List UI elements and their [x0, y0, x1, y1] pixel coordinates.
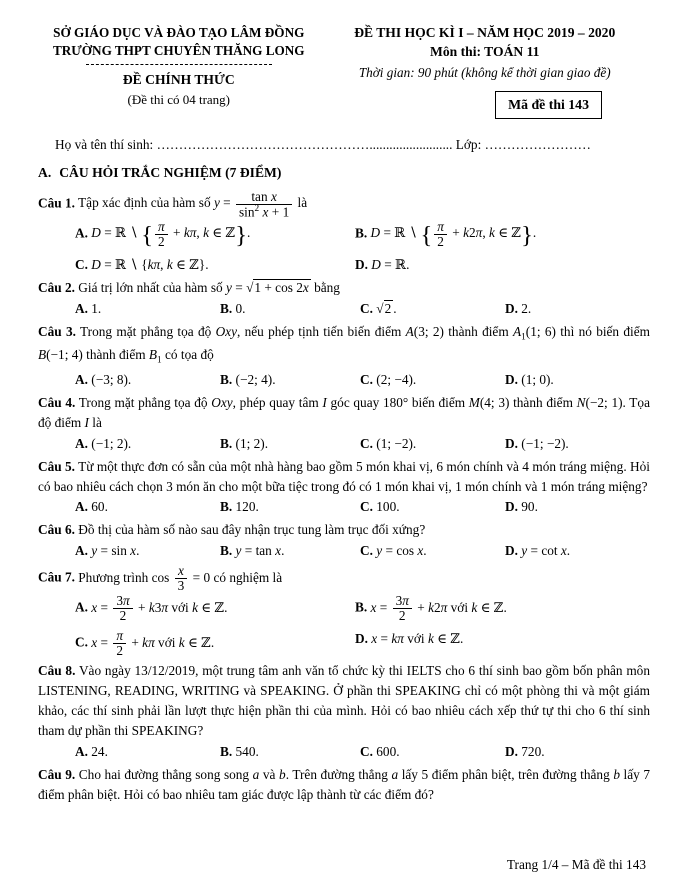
question-text-line [38, 322, 650, 369]
official-exam-label: ĐỀ CHÍNH THỨC [122, 71, 235, 87]
header-left-block [38, 24, 320, 119]
answer-option [75, 497, 220, 517]
option-label: C. [75, 634, 88, 650]
option-label: D. [505, 543, 518, 559]
option-text: 1. [91, 300, 102, 316]
section-letter: A. [38, 165, 52, 181]
option-text: 24. [91, 743, 108, 759]
question-text-line [38, 190, 650, 219]
answer-option [220, 299, 360, 319]
question-number: Câu 4. [38, 394, 76, 410]
option-text: D = ℝ. [371, 256, 410, 272]
question-options [38, 434, 650, 454]
option-label: D. [505, 371, 518, 387]
option-label: A. [75, 543, 88, 559]
answer-option [360, 497, 505, 517]
option-label: C. [360, 743, 373, 759]
question-number: Câu 2. [38, 279, 75, 295]
header-separator-line [86, 63, 272, 65]
exam-subject: Môn thi: TOÁN 11 [430, 44, 540, 60]
option-text: D = ℝ ∖ {kπ, k ∈ ℤ}. [91, 256, 209, 272]
question-number: Câu 8. [38, 663, 76, 678]
answer-option [75, 541, 220, 561]
option-label: C. [360, 543, 373, 559]
question-number: Câu 7. [38, 569, 75, 585]
option-text: x = $\frac{3\pi}{2}$ + k2π với k ∈ ℤ. [370, 593, 507, 624]
question-text-line [38, 520, 650, 540]
option-label: B. [220, 743, 233, 759]
page-footer: Trang 1/4 – Mã đề thi 143 [506, 857, 646, 873]
question-options [38, 497, 650, 517]
option-text: (1; 2). [235, 435, 269, 451]
question-options [38, 220, 650, 275]
option-label: C. [75, 256, 88, 272]
question-text: Từ một thực đơn có sẵn của một nhà hàng bao gồm 5 món khai vị, 6 món chính và 4 món tráng miệng. Hỏi có bao nhiêu cách chọn 3 món ăn cho một bữa tiệc trong đó có 1 món khai vị, 1 món chính và 1 món tráng miệng? [38, 458, 650, 494]
student-class-label: Lớp: [452, 137, 482, 153]
answer-option [505, 299, 650, 319]
option-label: B. [220, 371, 233, 387]
option-text: y = cos x. [376, 543, 427, 559]
option-label: A. [75, 599, 88, 615]
option-text: D = ℝ ∖ { $\frac{\pi}{2}$ + kπ, k ∈ ℤ}. [91, 218, 251, 249]
question-text: Đồ thị của hàm số nào sau đây nhận trục tung làm trục đối xứng? [78, 522, 426, 538]
question-number: Câu 6. [38, 522, 75, 538]
answer-option [360, 370, 505, 390]
option-label: D. [355, 631, 368, 647]
exam-code-box: Mã đề thi 143 [495, 91, 602, 120]
answer-option [75, 594, 355, 623]
option-label: D. [355, 256, 368, 272]
option-text: 60. [91, 499, 108, 515]
option-label: A. [75, 300, 88, 316]
student-class-fill: …………………… [481, 137, 591, 153]
question-text: Giá trị lớn nhất của hàm số y = √1 + cos 2x bằng [78, 279, 340, 295]
option-label: D. [505, 435, 518, 451]
option-label: A. [75, 743, 88, 759]
question [38, 322, 650, 390]
option-label: B. [220, 435, 233, 451]
option-text: √2 . [376, 300, 397, 316]
answer-option [75, 370, 220, 390]
option-text: (2; −4). [376, 371, 417, 387]
option-text: (−2; 4). [235, 371, 276, 387]
question-text: Vào ngày 13/12/2019, một trung tâm anh văn tổ chức kỳ thi IELTS cho 6 thí sinh bao gồm bốn phân môn LISTENING, READING, WRITING và SPEAKING. Ở phần thi SPEAKING chỉ có một phòng thi và một giám khảo, các thí sinh phải lần lượt thực hiện phần thi của mình. Hỏi có bao nhiêu cách xếp thứ tự thi cho 6 thí sinh tham dự phần thi SPEAKING? [38, 663, 650, 738]
exam-header [38, 24, 650, 119]
option-text: y = tan x. [235, 543, 285, 559]
option-text: x = $\frac{\pi}{2}$ + kπ với k ∈ ℤ. [91, 628, 215, 659]
question-text: Cho hai đường thẳng song song a và b. Trên đường thẳng a lấy 5 điểm phân biệt, trên đường thẳng b lấy 7 điểm phân biệt. Hỏi có bao nhiêu tam giác được lập thành từ các điểm đó? [38, 766, 651, 802]
question [38, 190, 650, 275]
option-text: x = kπ với k ∈ ℤ. [371, 631, 464, 647]
student-name-label: Họ và tên thí sinh: [55, 137, 154, 153]
option-text: (1; −2). [376, 435, 417, 451]
answer-option [505, 370, 650, 390]
question-number: Câu 5. [38, 458, 76, 474]
section-a-title [38, 163, 650, 183]
student-info-line [38, 135, 650, 155]
answer-option [220, 434, 360, 454]
answer-option [505, 541, 650, 561]
answer-option [75, 299, 220, 319]
question-options [38, 299, 650, 319]
answer-option [355, 220, 650, 249]
question-number: Câu 9. [38, 766, 76, 782]
option-label: A. [75, 371, 88, 387]
question [38, 564, 650, 658]
option-text: (−3; 8). [91, 371, 132, 387]
school-name: TRƯỜNG THPT CHUYÊN THĂNG LONG [52, 42, 305, 58]
option-label: D. [505, 743, 518, 759]
question-options [38, 370, 650, 390]
question-text-line [38, 564, 650, 593]
exam-code-wrap [320, 91, 650, 120]
option-label: C. [360, 499, 373, 515]
answer-option [505, 497, 650, 517]
answer-option [75, 220, 355, 249]
option-label: B. [220, 300, 233, 316]
option-label: B. [220, 543, 233, 559]
option-label: A. [75, 435, 88, 451]
exam-duration: Thời gian: 90 phút (không kể thời gian giao đề) [358, 64, 611, 80]
question-options [38, 742, 650, 762]
answer-option [360, 541, 505, 561]
option-text: D = ℝ ∖ { $\frac{\pi}{2}$ + k2π, k ∈ ℤ}. [370, 218, 537, 249]
option-text: 720. [521, 743, 545, 759]
option-text: 100. [376, 499, 400, 515]
question-text-line [38, 278, 650, 298]
question-number: Câu 1. [38, 195, 75, 211]
answer-option [220, 541, 360, 561]
answer-option [505, 742, 650, 762]
question [38, 765, 650, 805]
question-text-line [38, 661, 650, 741]
answer-option [355, 629, 650, 658]
section-title-text: CÂU HỎI TRẮC NGHIỆM (7 ĐIỂM) [59, 165, 282, 181]
question-text-line [38, 393, 650, 433]
option-text: 120. [235, 499, 259, 515]
question-text-line [38, 457, 650, 497]
question [38, 661, 650, 762]
answer-option [360, 434, 505, 454]
answer-option [360, 299, 505, 319]
option-label: A. [75, 225, 88, 241]
question-options [38, 594, 650, 658]
header-right-block [320, 24, 650, 119]
option-label: C. [360, 300, 373, 316]
option-text: y = sin x. [91, 543, 140, 559]
question-options [38, 541, 650, 561]
answer-option [220, 370, 360, 390]
option-text: (−1; −2). [521, 435, 569, 451]
option-text: 600. [376, 743, 400, 759]
option-label: B. [220, 499, 233, 515]
option-text: 2. [521, 300, 532, 316]
question-text: Trong mặt phẳng tọa độ Oxy, phép quay tâm I góc quay 180° biến điểm M(4; 3) thành điểm N(−2; 1). Tọa độ điểm I là [38, 394, 650, 430]
option-text: (1; 0). [521, 371, 554, 387]
option-text: 540. [235, 743, 259, 759]
option-text: 0. [235, 300, 246, 316]
option-label: C. [360, 435, 373, 451]
answer-option [355, 255, 650, 275]
answer-option [75, 255, 355, 275]
option-label: D. [505, 499, 518, 515]
option-label: B. [355, 225, 368, 241]
questions-list [38, 190, 650, 808]
answer-option [220, 497, 360, 517]
answer-option [75, 629, 355, 658]
question [38, 393, 650, 454]
option-label: C. [360, 371, 373, 387]
department-name: SỞ GIÁO DỤC VÀ ĐÀO TẠO LÂM ĐỒNG [53, 25, 305, 40]
question-number: Câu 3. [38, 323, 76, 339]
question-text: Trong mặt phẳng tọa độ Oxy, nếu phép tịnh tiến biến điểm A(3; 2) thành điểm $A_1(1$; 6) thì nó biến điểm B(−1; 4) thành điểm $B_1$ có tọa độ [38, 323, 650, 366]
answer-option [220, 742, 360, 762]
question [38, 457, 650, 518]
answer-option [505, 434, 650, 454]
answer-option [355, 594, 650, 623]
option-label: A. [75, 499, 88, 515]
question-text: Tập xác định của hàm số y = $\frac{\text{tan x}}{\sin^2 x + 1}$ là [78, 188, 308, 219]
question [38, 278, 650, 319]
student-name-fill: …………………………………………......................... [153, 137, 453, 153]
option-label: D. [505, 300, 518, 316]
question [38, 520, 650, 561]
question-text-line [38, 765, 650, 805]
option-text: (−1; 2). [91, 435, 132, 451]
answer-option [75, 434, 220, 454]
exam-title: ĐỀ THI HỌC KÌ I – NĂM HỌC 2019 – 2020 [354, 25, 616, 40]
option-label: B. [355, 599, 368, 615]
answer-option [75, 742, 220, 762]
option-text: y = cot x. [521, 543, 571, 559]
option-text: 90. [521, 499, 538, 515]
option-text: x = $\frac{3\pi}{2}$ + k3π với k ∈ ℤ. [91, 593, 228, 624]
pages-note: (Đề thi có 04 trang) [127, 92, 231, 108]
answer-option [360, 742, 505, 762]
question-text: Phương trình cos $\frac{x}{3}$ = 0 có nghiệm là [78, 563, 283, 594]
